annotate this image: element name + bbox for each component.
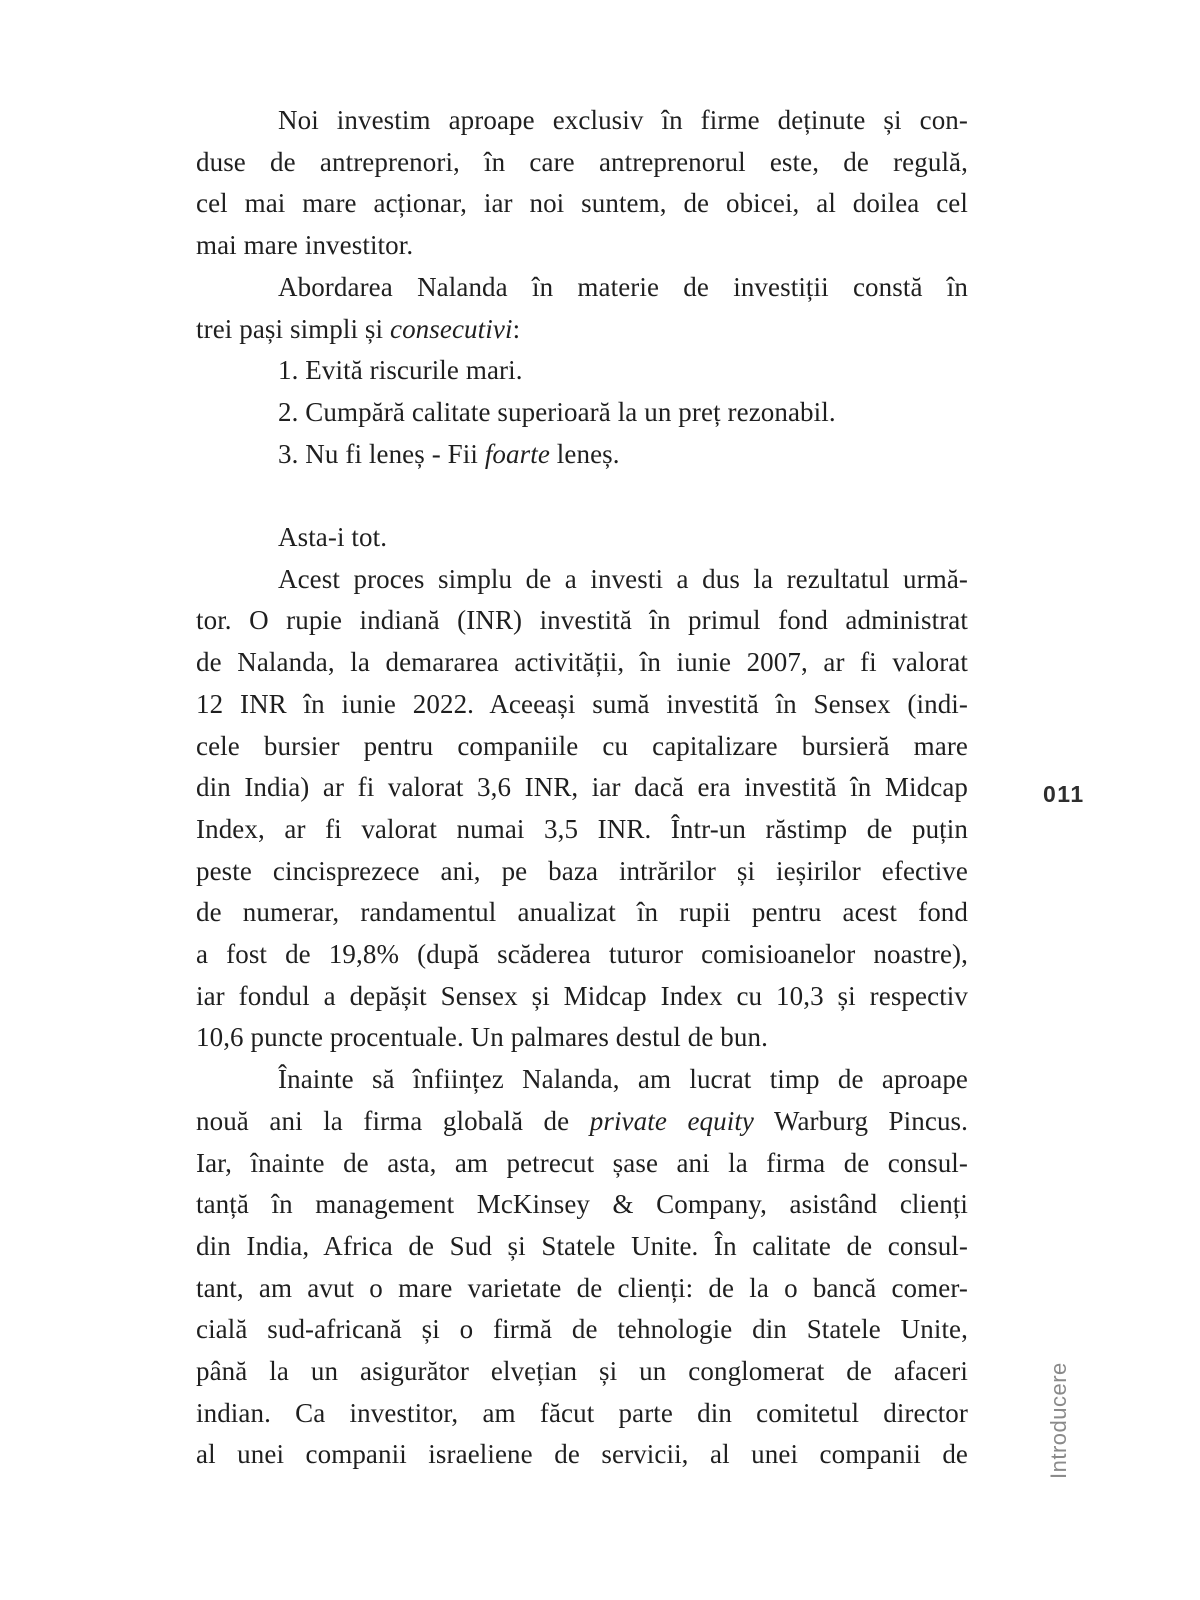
text-run: mai mare investitor. bbox=[196, 230, 414, 261]
text-run: cele bursier pentru companiile cu capitalizare bursieră mare bbox=[196, 730, 968, 761]
page-number: 011 bbox=[1043, 781, 1085, 807]
text-run: 3. Nu fi leneș - Fii bbox=[278, 438, 485, 469]
text-run: Index, ar fi valorat numai 3,5 INR. Într-un răstimp de puțin bbox=[196, 813, 968, 844]
text-run: 12 INR în iunie 2022. Aceeași sumă investită în Sensex (indi- bbox=[196, 688, 968, 719]
text-line bbox=[196, 1434, 968, 1476]
text-run: nouă ani la firma globală de bbox=[196, 1105, 590, 1136]
paragraph-spacer bbox=[196, 475, 968, 517]
text-line bbox=[196, 684, 968, 726]
text-line bbox=[196, 809, 968, 851]
text-run: de numerar, randamentul anualizat în rupii pentru acest fond bbox=[196, 897, 968, 928]
text-run: Noi investim aproape exclusiv în firme deținute și con- bbox=[278, 105, 968, 135]
text-run: peste cincisprezece ani, pe baza intrărilor și ieșirilor efective bbox=[196, 855, 968, 886]
text-run: cială sud-africană și o firmă de tehnologie din Statele Unite, bbox=[196, 1314, 968, 1345]
text-run: indian. Ca investitor, am făcut parte din comitetul director bbox=[196, 1397, 968, 1428]
text-run: : bbox=[512, 313, 521, 344]
text-line bbox=[196, 1226, 968, 1268]
text-run: Abordarea Nalanda în materie de investiții constă în bbox=[278, 271, 968, 302]
text-run: din India) ar fi valorat 3,6 INR, iar dacă era investită în Midcap bbox=[196, 772, 968, 803]
text-run: duse de antreprenori, în care antreprenorul este, de regulă, bbox=[196, 146, 968, 177]
text-line bbox=[196, 142, 968, 184]
text-line bbox=[196, 1351, 968, 1393]
text-line bbox=[196, 100, 968, 142]
section-label: Introducere bbox=[1046, 1362, 1071, 1479]
text-line bbox=[196, 1101, 968, 1143]
text-run: tanță în management McKinsey & Company, asistând clienți bbox=[196, 1189, 968, 1220]
text-line bbox=[196, 559, 968, 601]
text-line bbox=[196, 309, 968, 351]
text-run: tant, am avut o mare varietate de clienți: de la o bancă comer- bbox=[196, 1272, 968, 1303]
text-run: Warburg Pincus. bbox=[754, 1105, 969, 1136]
text-line bbox=[196, 1184, 968, 1226]
text-run: trei pași simpli și bbox=[196, 313, 390, 344]
text-run: Acest proces simplu de a investi a dus la rezultatul urmă- bbox=[278, 563, 968, 594]
text-run: până la un asigurător elvețian și un conglomerat de afaceri bbox=[196, 1356, 968, 1387]
text-run: 10,6 puncte procentuale. Un palmares destul de bun. bbox=[196, 1022, 768, 1053]
text-line bbox=[196, 1393, 968, 1435]
italic-run: consecutivi bbox=[390, 313, 513, 344]
text-line bbox=[196, 600, 968, 642]
italic-run: private equity bbox=[589, 1105, 755, 1136]
text-line bbox=[196, 934, 968, 976]
text-line bbox=[196, 434, 968, 476]
text-line bbox=[196, 1268, 968, 1310]
body-text bbox=[196, 100, 968, 1476]
text-line bbox=[196, 642, 968, 684]
text-line bbox=[196, 350, 968, 392]
italic-run: foarte bbox=[484, 438, 550, 469]
text-run: din India, Africa de Sud și Statele Unite. În calitate de consul- bbox=[196, 1230, 968, 1261]
text-line bbox=[196, 1017, 968, 1059]
text-line bbox=[196, 1309, 968, 1351]
text-run: 2. Cumpără calitate superioară la un preț rezonabil. bbox=[278, 396, 836, 427]
text-run: Înainte să înființez Nalanda, am lucrat timp de aproape bbox=[278, 1064, 968, 1095]
text-run: Iar, înainte de asta, am petrecut șase ani la firma de consul- bbox=[196, 1147, 968, 1178]
text-line bbox=[196, 1059, 968, 1101]
text-run: tor. O rupie indiană (INR) investită în primul fond administrat bbox=[196, 605, 968, 636]
text-run: a fost de 19,8% (după scăderea tuturor comisioanelor noastre), bbox=[196, 939, 968, 970]
text-run: de Nalanda, la demararea activității, în iunie 2007, ar fi valorat bbox=[196, 647, 968, 678]
text-line bbox=[196, 517, 968, 559]
text-line bbox=[196, 726, 968, 768]
text-run: 1. Evită riscurile mari. bbox=[278, 355, 523, 386]
text-line bbox=[196, 892, 968, 934]
text-line bbox=[196, 392, 968, 434]
text-run: cel mai mare acționar, iar noi suntem, de obicei, al doilea cel bbox=[196, 188, 968, 219]
text-line bbox=[196, 225, 968, 267]
text-run: iar fondul a depășit Sensex și Midcap Index cu 10,3 și respectiv bbox=[196, 980, 968, 1011]
text-run: Asta-i tot. bbox=[278, 522, 388, 553]
text-line bbox=[196, 1143, 968, 1185]
text-line bbox=[196, 851, 968, 893]
text-line bbox=[196, 767, 968, 809]
text-line bbox=[196, 267, 968, 309]
text-line bbox=[196, 183, 968, 225]
text-run: leneș. bbox=[549, 438, 620, 469]
text-run: al unei companii israeliene de servicii, al unei companii de bbox=[196, 1439, 968, 1470]
text-line bbox=[196, 976, 968, 1018]
